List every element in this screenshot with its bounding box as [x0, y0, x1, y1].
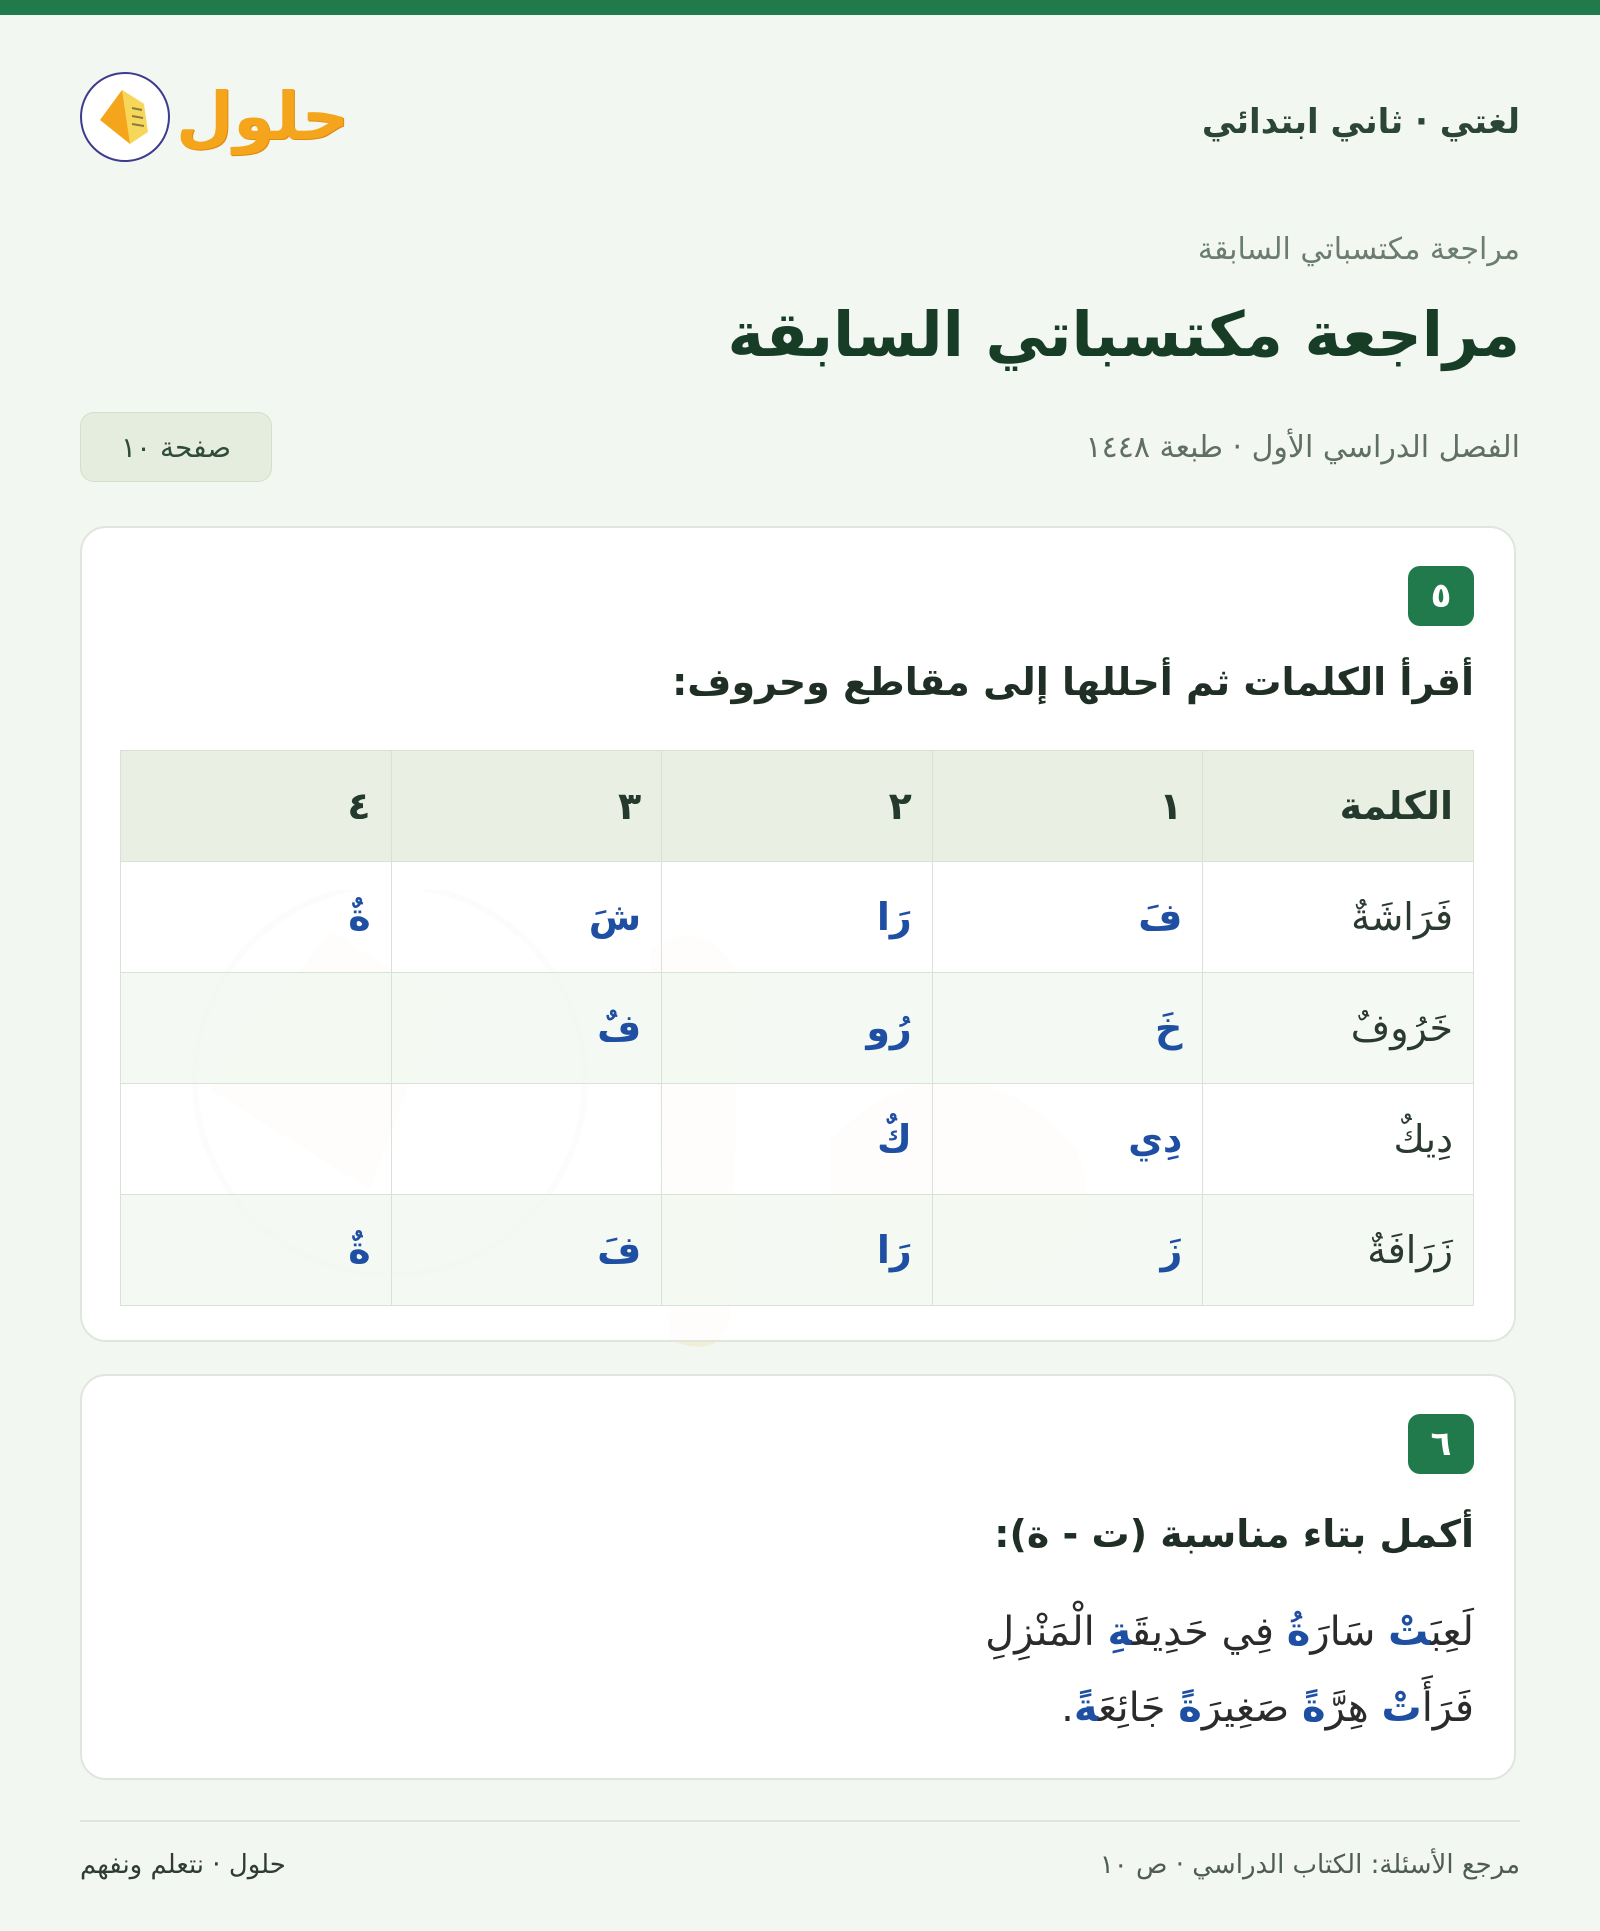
- column-header: ٤: [121, 751, 392, 862]
- text-fragment: .: [1061, 1685, 1074, 1731]
- word-cell: فَرَاشَةٌ: [1203, 862, 1474, 973]
- page-number-badge: صفحة ١٠: [80, 412, 272, 482]
- text-fragment: فَرَأَ: [1421, 1685, 1474, 1731]
- syllable-cell: شَ: [391, 862, 662, 973]
- syllable-cell: فٌ: [391, 973, 662, 1084]
- sentence-line-2: [985, 1670, 1474, 1746]
- answer-fragment: تْ: [1388, 1609, 1431, 1655]
- syllable-cell: رُو: [662, 973, 933, 1084]
- word-cell: خَرُوفٌ: [1203, 973, 1474, 1084]
- book-icon: [80, 72, 170, 162]
- text-fragment: الْمَنْزِلِ: [985, 1609, 1108, 1655]
- table-row: [121, 1195, 1474, 1306]
- semester-meta: الفصل الدراسي الأول · طبعة ١٤٤٨: [1085, 430, 1520, 465]
- page-title: مراجعة مكتسباتي السابقة: [727, 298, 1520, 371]
- syllable-cell: كٌ: [662, 1084, 933, 1195]
- breadcrumb[interactable]: مراجعة مكتسباتي السابقة: [1197, 232, 1520, 267]
- book-title: لغتي · ثاني ابتدائي: [1201, 102, 1520, 142]
- text-fragment: فِي حَدِيقَ: [1131, 1609, 1287, 1655]
- syllable-cell: زَ: [932, 1195, 1203, 1306]
- brand-name: حلول: [176, 78, 350, 155]
- syllables-table: [120, 750, 1474, 1306]
- syllable-cell: [121, 973, 392, 1084]
- answer-paragraph: [985, 1594, 1474, 1746]
- answer-fragment: ةِ: [1107, 1609, 1132, 1655]
- syllable-cell: فَ: [932, 862, 1203, 973]
- table-row: [121, 862, 1474, 973]
- word-cell: دِيكٌ: [1203, 1084, 1474, 1195]
- exercise-number-badge: ٦: [1408, 1414, 1474, 1474]
- answer-fragment: تْ: [1381, 1685, 1422, 1731]
- syllable-cell: [391, 1084, 662, 1195]
- answer-fragment: ةً: [1073, 1685, 1099, 1731]
- text-fragment: هِرَّ: [1325, 1685, 1382, 1731]
- exercise-6-card: [80, 1374, 1516, 1780]
- text-fragment: لَعِبَ: [1430, 1609, 1474, 1655]
- brand-logo[interactable]: [80, 72, 349, 162]
- text-fragment: سَارَ: [1310, 1609, 1389, 1655]
- column-header: ٣: [391, 751, 662, 862]
- table-row: [121, 973, 1474, 1084]
- table-row: [121, 1084, 1474, 1195]
- syllable-cell: رَا: [662, 1195, 933, 1306]
- syllable-cell: خَ: [932, 973, 1203, 1084]
- column-header: الكلمة: [1203, 751, 1474, 862]
- syllable-cell: دِي: [932, 1084, 1203, 1195]
- footer-tagline[interactable]: حلول · نتعلم ونفهم: [80, 1850, 286, 1880]
- sentence-line-1: [985, 1594, 1474, 1670]
- footer-reference: مرجع الأسئلة: الكتاب الدراسي · ص ١٠: [1099, 1850, 1520, 1880]
- exercise-question: أكمل بتاء مناسبة (ت - ة):: [994, 1512, 1474, 1556]
- table-header-row: [121, 751, 1474, 862]
- answer-fragment: ةً: [1301, 1685, 1326, 1731]
- syllable-cell: [121, 1084, 392, 1195]
- footer-divider: [80, 1820, 1520, 1822]
- column-header: ١: [932, 751, 1203, 862]
- syllable-cell: رَا: [662, 862, 933, 973]
- word-cell: زَرَافَةٌ: [1203, 1195, 1474, 1306]
- syllable-cell: ةٌ: [121, 1195, 392, 1306]
- exercise-question: أقرأ الكلمات ثم أحللها إلى مقاطع وحروف:: [672, 660, 1474, 704]
- column-header: ٢: [662, 751, 933, 862]
- exercise-number-badge: ٥: [1408, 566, 1474, 626]
- syllable-cell: فَ: [391, 1195, 662, 1306]
- text-fragment: جَائِعَ: [1098, 1685, 1179, 1731]
- exercise-5-card: [80, 526, 1516, 1342]
- text-fragment: صَغِيرَ: [1201, 1685, 1302, 1731]
- syllable-cell: ةٌ: [121, 862, 392, 973]
- answer-fragment: ةً: [1178, 1685, 1202, 1731]
- header: [80, 62, 1520, 182]
- answer-fragment: ةُ: [1286, 1609, 1311, 1655]
- top-accent-bar: [0, 0, 1600, 15]
